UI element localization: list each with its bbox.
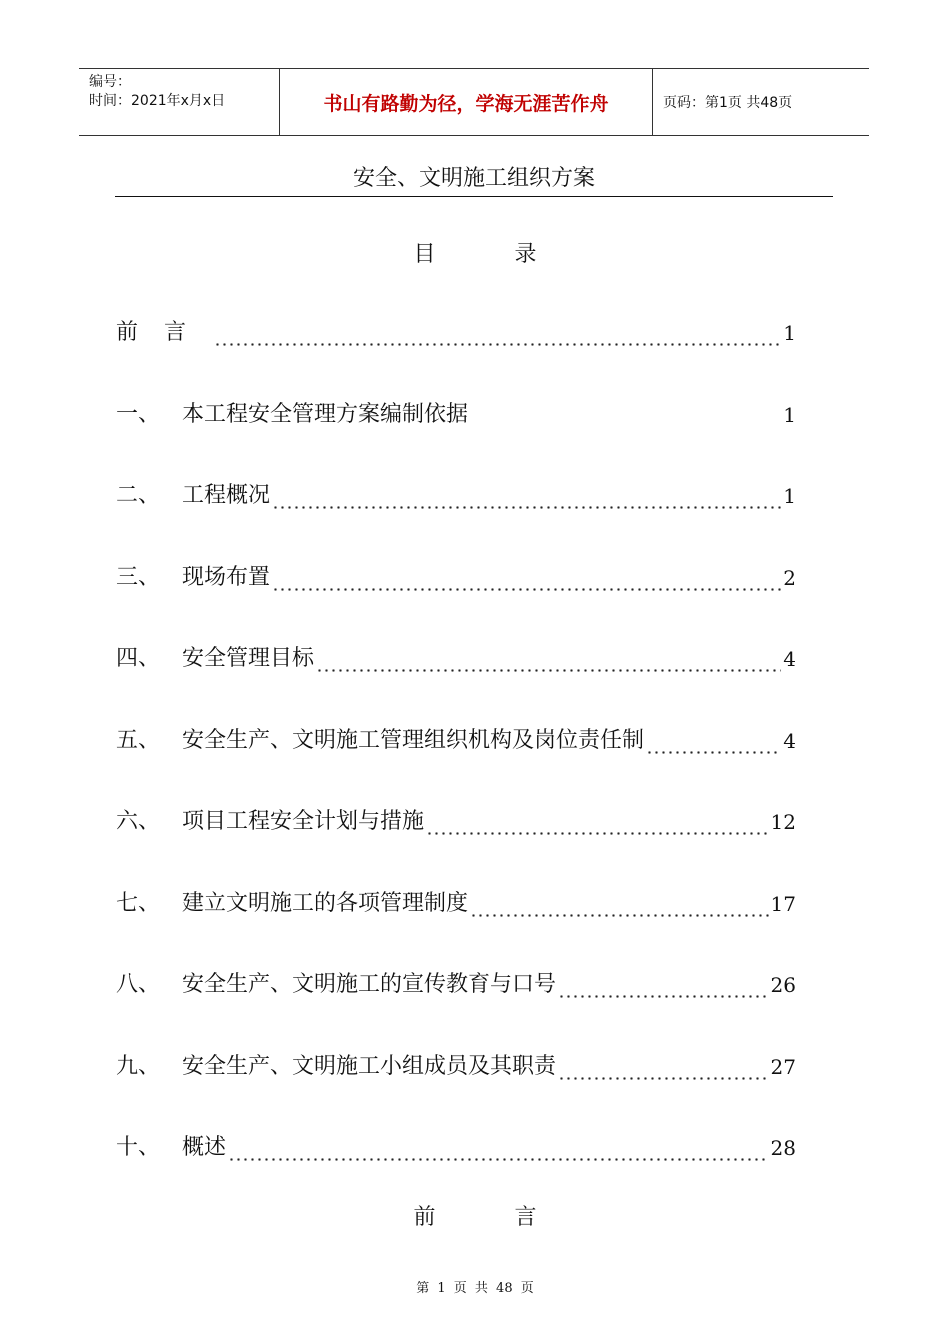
toc-entry-page: 27	[770, 1054, 796, 1079]
toc-entry-title: 现场布置	[182, 564, 271, 590]
header-page-cell	[653, 69, 869, 135]
toc-dot-leader	[646, 721, 781, 761]
toc-dot-leader	[470, 884, 769, 924]
toc-entry-title: 安全生产、文明施工小组成员及其职责	[182, 1053, 557, 1079]
toc-dot-leader	[426, 802, 769, 842]
toc-dot-leader	[558, 1047, 769, 1087]
toc-entry[interactable]	[116, 1047, 796, 1129]
header-motto-cell	[280, 69, 653, 135]
toc-dot-leader	[272, 476, 781, 516]
toc-entry-title: 建立文明施工的各项管理制度	[182, 890, 469, 916]
toc-entry[interactable]	[116, 313, 796, 395]
toc-entry-number: 二、	[116, 483, 161, 508]
toc-entry-number: 九、	[116, 1053, 161, 1079]
toc-entry[interactable]	[116, 965, 796, 1047]
toc-dot-leader	[272, 558, 781, 598]
preface-heading: 前 言	[413, 1205, 573, 1230]
toc-entry-title: 安全生产、文明施工管理组织机构及岗位责任制	[182, 727, 645, 753]
toc-entry-page: 1	[783, 484, 796, 508]
toc-entry-page: 28	[770, 1136, 796, 1160]
doc-number-label: 编号：	[89, 74, 131, 90]
toc-entry-page: 26	[770, 973, 796, 997]
toc-entry[interactable]	[116, 476, 796, 558]
toc-dot-leader	[558, 965, 769, 1005]
toc-entry-number: 八、	[116, 972, 161, 997]
toc-heading: 目 录	[413, 242, 573, 267]
toc-entry-number: 五、	[116, 727, 161, 753]
toc-entry-number: 六、	[116, 809, 161, 834]
page-footer: 第 1 页 共 48 页	[416, 1281, 534, 1296]
toc-dot-leader	[470, 395, 781, 435]
toc-entry[interactable]	[116, 802, 796, 884]
toc-entry[interactable]	[116, 395, 796, 477]
toc-entry[interactable]	[116, 558, 796, 640]
toc-entry-page: 4	[783, 647, 796, 671]
title-divider	[115, 196, 833, 197]
toc-entry[interactable]	[116, 721, 796, 803]
toc-entry-title: 前言	[116, 320, 213, 345]
toc-dot-leader	[214, 313, 781, 353]
header-page-info: 页码：第1页 共48页	[663, 95, 793, 111]
toc-entry[interactable]	[116, 1128, 796, 1210]
toc-entry-page: 2	[783, 565, 796, 590]
toc-entry-title: 安全管理目标	[182, 646, 315, 671]
toc-entry-number: 四、	[116, 646, 161, 671]
page-header	[79, 68, 869, 136]
document-title: 安全、文明施工组织方案	[352, 166, 595, 191]
toc-entry-title: 项目工程安全计划与措施	[182, 809, 425, 834]
header-meta-cell	[79, 69, 280, 135]
toc-entry-page: 1	[783, 402, 796, 427]
toc-entry-title: 本工程安全管理方案编制依据	[182, 401, 469, 427]
toc-entry-number: 七、	[116, 890, 161, 916]
toc-entry-title: 概述	[182, 1135, 227, 1160]
toc-entry-page: 12	[770, 810, 796, 834]
toc-dot-leader	[316, 639, 781, 679]
header-motto: 书山有路勤为径，学海无涯苦作舟	[323, 92, 609, 115]
toc-entry-page: 17	[770, 891, 796, 916]
toc-dot-leader	[228, 1128, 769, 1168]
toc-entry-title: 工程概况	[182, 483, 271, 508]
toc-entry-page: 1	[783, 321, 796, 345]
doc-date: 时间：2021年x月x日	[89, 93, 226, 109]
toc-entry-number: 十、	[116, 1135, 161, 1160]
toc-entry-page: 4	[783, 728, 796, 753]
toc-entry-number: 一、	[116, 401, 161, 427]
toc-entry-number: 三、	[116, 564, 161, 590]
table-of-contents	[116, 313, 796, 1210]
toc-entry[interactable]	[116, 639, 796, 721]
toc-entry-title: 安全生产、文明施工的宣传教育与口号	[182, 972, 557, 997]
toc-entry[interactable]	[116, 884, 796, 966]
